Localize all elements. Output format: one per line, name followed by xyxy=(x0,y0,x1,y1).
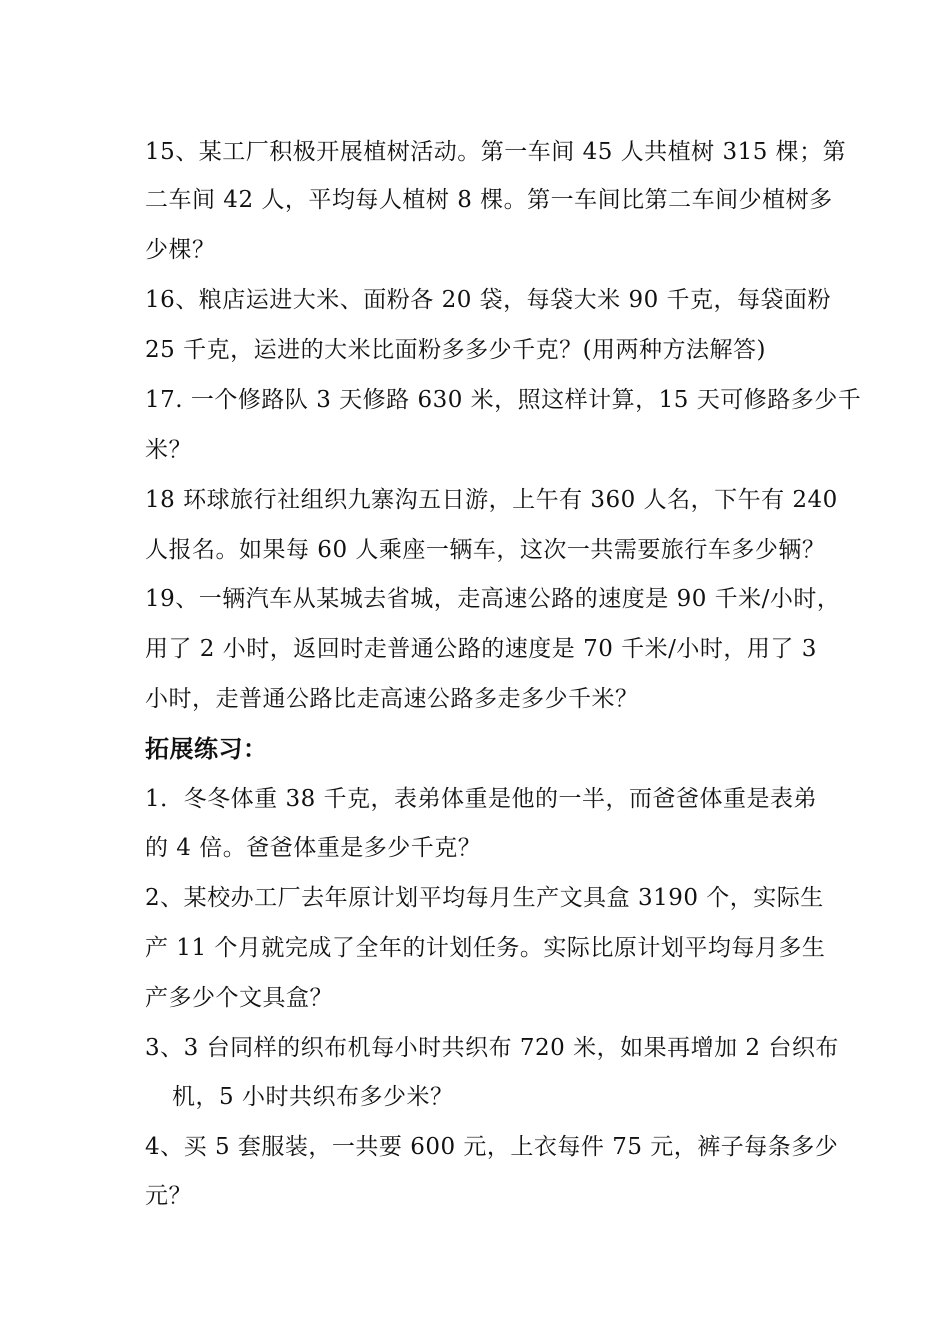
problem-text-line: 25 千克，运进的大米比面粉多多少千克？(用两种方法解答) xyxy=(145,337,767,363)
problem-text-line: 的 4 倍。爸爸体重是多少千克？ xyxy=(145,835,482,861)
problem-text-line: 产多少个文具盒？ xyxy=(145,985,333,1011)
problem-text-line: 用了 2 小时，返回时走普通公路的速度是 70 千米/小时，用了 3 xyxy=(145,636,817,662)
problem-text-line: 二车间 42 人，平均每人植树 8 棵。第一车间比第二车间少植树多 xyxy=(145,187,833,213)
problem-text-line: 小时，走普通公路比走高速公路多走多少千米？ xyxy=(145,686,639,712)
problem-text-line: 少棵？ xyxy=(145,237,216,263)
problem-text-line: 产 11 个月就完成了全年的计划任务。实际比原计划平均每月多生 xyxy=(145,935,826,961)
problem-text-line: 2、某校办工厂去年原计划平均每月生产文具盒 3190 个，实际生 xyxy=(145,885,824,911)
problem-text-line: 16、粮店运进大米、面粉各 20 袋，每袋大米 90 千克，每袋面粉 xyxy=(145,287,832,313)
problem-text-line: 机，5 小时共织布多少米？ xyxy=(172,1084,454,1110)
problem-text-line: 18 环球旅行社组织九寨沟五日游，上午有 360 人名，下午有 240 xyxy=(145,487,838,513)
problem-text-line: 17. 一个修路队 3 天修路 630 米，照这样计算，15 天可修路多少千 xyxy=(145,387,862,413)
problem-text-line: 4、买 5 套服装，一共要 600 元，上衣每件 75 元，裤子每条多少 xyxy=(145,1134,839,1160)
problem-text-line: 米？ xyxy=(145,437,192,463)
problem-text-line: 元？ xyxy=(145,1183,192,1209)
section-heading: 拓展练习： xyxy=(145,735,268,763)
problem-text-line: 15、某工厂积极开展植树活动。第一车间 45 人共植树 315 棵；第 xyxy=(145,139,847,165)
problem-text-line: 1．冬冬体重 38 千克，表弟体重是他的一半，而爸爸体重是表弟 xyxy=(145,786,818,812)
problem-text-line: 3、3 台同样的织布机每小时共织布 720 米，如果再增加 2 台织布 xyxy=(145,1035,839,1061)
problem-text-line: 19、一辆汽车从某城去省城，走高速公路的速度是 90 千米/小时， xyxy=(145,586,841,612)
problem-text-line: 人报名。如果每 60 人乘座一辆车，这次一共需要旅行车多少辆？ xyxy=(145,537,826,563)
